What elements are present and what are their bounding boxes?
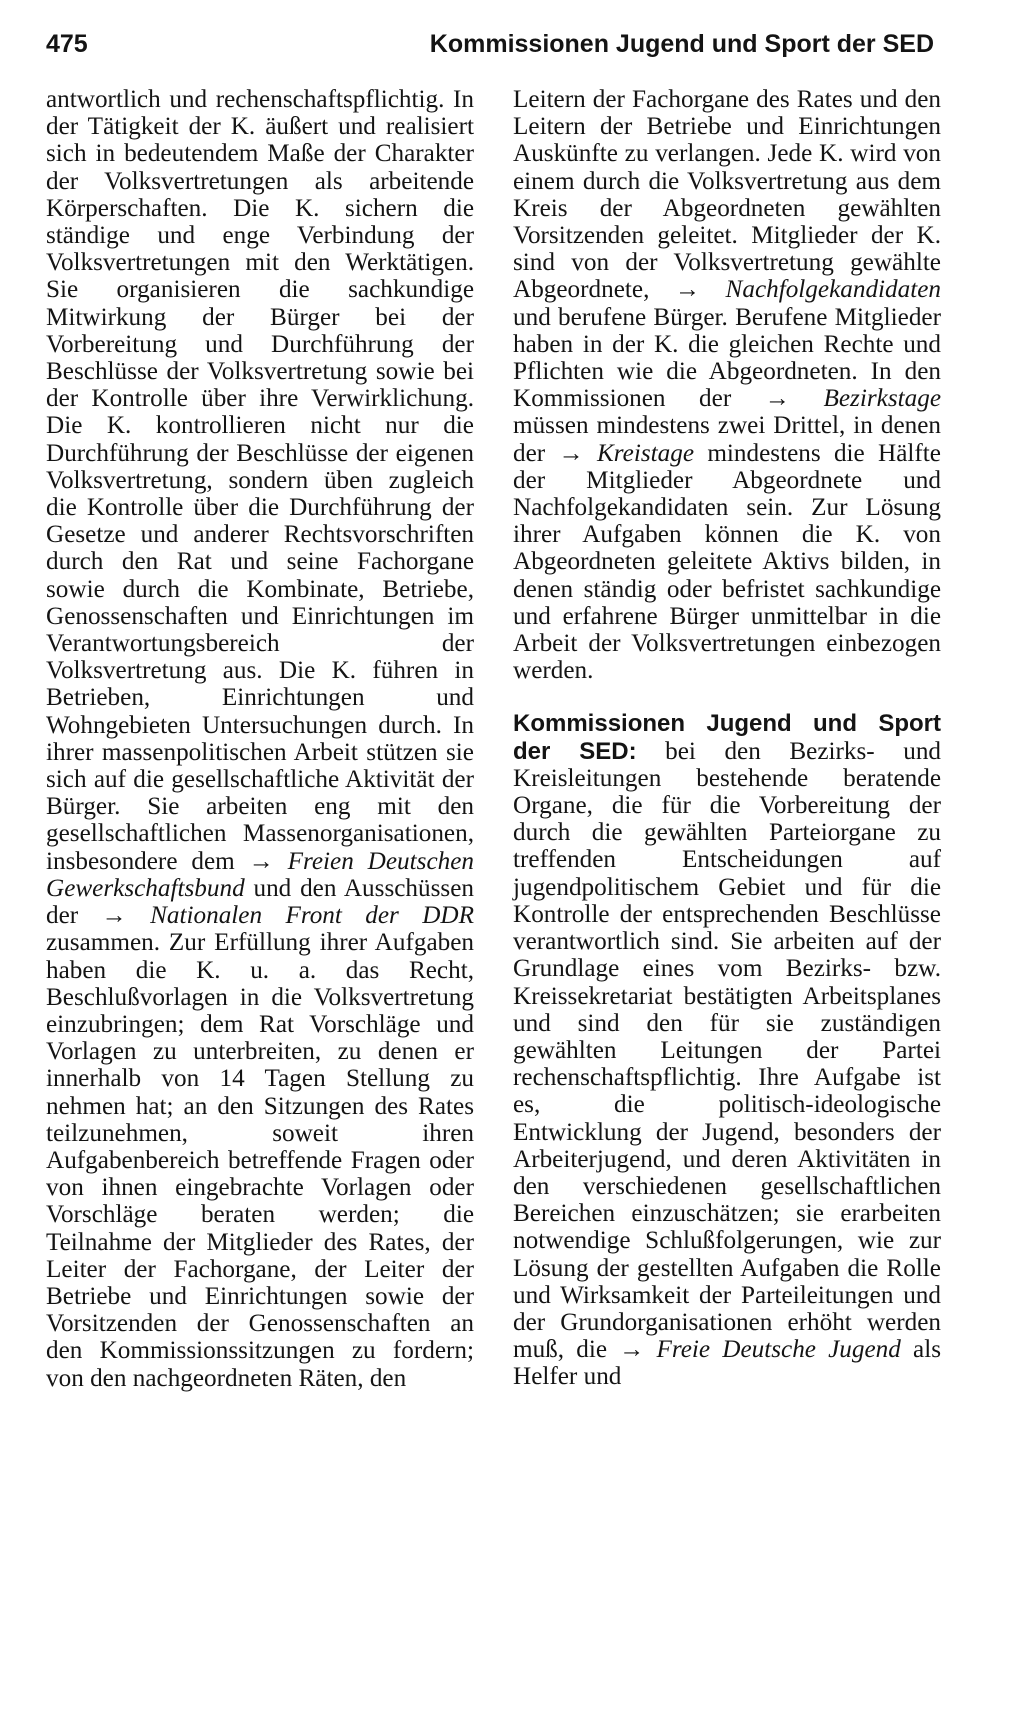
cross-reference: Kreistage	[596, 439, 694, 467]
text-run: antwortlich und rechenschaftspflichtig. In der Tätigkeit der K. äußert und realisiert sich in bedeutendem Maße der Charakter der Volksvertretungen als arbeitende Körperschaften. Die K. sichern die ständige und enge Verbindung der Volksvertretungen mit den Werktätigen. Sie organisieren die sachkundige Mitwirkung der Bürger bei der Vorbereitung und Durchführung der Beschlüsse der Volksvertretung sowie bei der Kontrolle über ihre Verwirklichung. Die K. kontrollieren nicht nur die Durchführung der Beschlüsse der eigenen Volksvertretung, sondern üben zugleich die Kontrolle über die Durchführung der Gesetze und anderer Rechtsvorschriften durch den Rat und seine Fachorgane sowie durch die Kombinate, Betriebe, Genossenschaften und Einrichtungen im Verantwortungsbereich der Volksvertretung aus. Die K. führen in Betrieben, Einrichtungen und Wohngebieten Untersuchungen durch. In ihrer massenpolitischen Arbeit stützen sie sich auf die gesellschaftliche Aktivität der Bürger. Sie arbeiten eng mit den gesellschaftlichen Massenorganisationen, insbesondere dem →	[46, 86, 474, 875]
page-header	[46, 30, 934, 70]
left-column	[46, 86, 474, 1392]
text-run: als Helfer und	[513, 1336, 942, 1391]
cross-reference: Nachfolgekandidaten	[725, 276, 941, 304]
right-column	[513, 86, 941, 1391]
text-run: bei den Bezirks- und Kreisleitungen bestehende beratende Organe, die für die Vorbereitung der durch die gewählten Parteiorgane zu treffenden Entscheidungen auf jugendpolitischem Gebiet und für die Kontrolle der entsprechenden Beschlüsse verantwortlich sind. Sie arbeiten auf der Grundlage eines vom Bezirks- bzw. Kreissekretariat bestätigten Arbeitsplanes und sind den für sie zuständigen gewählten Leitungen der Partei rechenschaftspflichtig. Ihre Aufgabe ist es, die politisch-ideologische Entwicklung der Jugend, besonders der Arbeiterjugend, und deren Aktivitäten in den verschiedenen gesellschaftlichen Bereichen einzuschätzen; sie erarbeiten notwendige Schlußfolgerungen, wie zur Lösung der gestellten Aufgaben die Rolle und Wirksamkeit der Parteileitungen und der Grundorganisationen erhöht werden muß, die →	[513, 737, 942, 1364]
right-column-paragraph	[513, 86, 941, 684]
text-run: und den Ausschüssen der →	[46, 874, 474, 930]
text-run: und berufene Bürger. Berufene Mitglieder haben in der K. die gleichen Rechte und Pflichten wie die Abgeordneten. In den Kommissionen der →	[513, 303, 941, 413]
page-number: 475	[46, 30, 88, 58]
cross-reference: Freien Deutschen Gewerkschaftsbund	[46, 847, 474, 902]
dictionary-entry	[513, 710, 941, 1390]
running-title: Kommissionen Jugend und Sport der SED	[429, 30, 934, 58]
left-column-text	[46, 86, 474, 1392]
text-run: mindestens die Hälfte der Mitglieder Abgeordnete und Nachfolgekandidaten sein. Zur Lösung ihrer Aufgaben können die K. von Abgeordneten geleitete Aktivs bilden, in denen ständig oder befristet sachkundige und erfahrene Bürger unmittelbar in die Arbeit der Volksvertretungen einbezogen werden.	[513, 439, 941, 685]
cross-reference: Bezirkstage	[823, 385, 941, 413]
text-run: müssen mindestens zwei Drittel, in denen der →	[513, 412, 941, 467]
text-run: zusammen. Zur Erfüllung ihrer Aufgaben haben die K. u. a. das Recht, Beschlußvorlagen in die Volksvertretung einzubringen; dem Rat Vorschläge und Vorlagen zu unterbreiten, zu denen er innerhalb von 14 Tagen Stellung zu nehmen hat; an den Sitzungen des Rates teilzunehmen, soweit ihren Aufgabenbereich betreffende Fragen oder von ihnen eingebrachte Vorlagen oder Vorschläge beraten werden; die Teilnahme der Mitglieder des Rates, der Leiter der Fachorgane, der Leiter der Betriebe und Einrichtungen sowie der Vorsitzenden der Genossenschaften an den Kommissionssitzungen zu fordern; von den nachgeordneten Räten, den	[46, 929, 474, 1392]
entry-headword: Kommissionen Jugend und Sport der SED:	[513, 710, 941, 765]
text-run: Leitern der Fachorgane des Rates und den Leitern der Betriebe und Einrichtungen Auskünfte zu verlangen. Jede K. wird von einem durch die Volksvertretung aus dem Kreis der Abgeordneten gewählten Vorsitzenden geleitet. Mitglieder der K. sind von der Volksvertretung gewählte Abgeordnete, →	[513, 86, 941, 304]
cross-reference: Freie Deutsche Jugend	[656, 1336, 901, 1364]
entry-definition	[513, 738, 941, 1391]
cross-reference: Nationalen Front der DDR	[150, 902, 474, 930]
